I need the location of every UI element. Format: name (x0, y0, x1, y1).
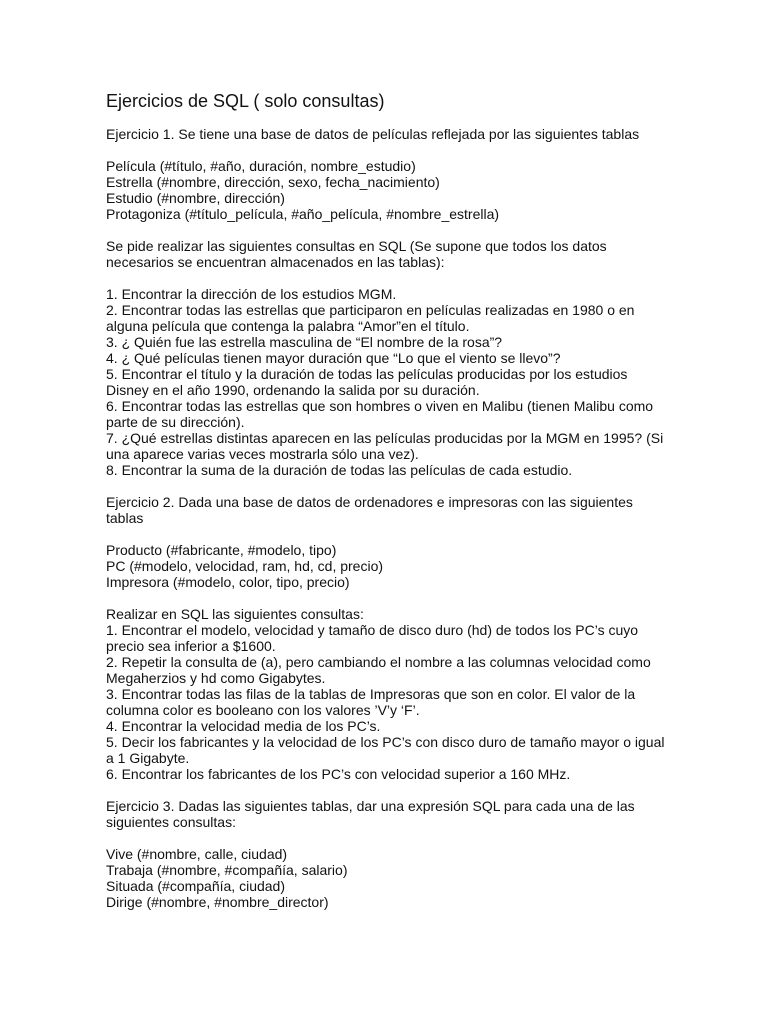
exercise-1-query: parte de su dirección). (106, 414, 245, 430)
spacer (106, 270, 746, 286)
exercise-2-query: precio sea inferior a $1600. (106, 638, 276, 654)
spacer (106, 526, 746, 542)
exercise-1-query: 7. ¿Qué estrellas distintas aparecen en las películas producidas por la MGM en 1995? (Si (106, 430, 664, 446)
exercise-2-table: Impresora (#modelo, color, tipo, precio) (106, 574, 350, 590)
spacer (106, 590, 746, 606)
exercise-3-intro: siguientes consultas: (106, 814, 236, 830)
exercise-1-table: Protagoniza (#título_película, #año_película, #nombre_estrella) (106, 206, 500, 222)
exercise-1-intro: Ejercicio 1. Se tiene una base de datos de películas reflejada por las siguientes tablas (106, 126, 640, 142)
exercise-2-query: 5. Decir los fabricantes y la velocidad de los PC’s con disco duro de tamaño mayor o igual (106, 734, 665, 750)
exercise-1-query: 4. ¿ Qué películas tienen mayor duración que “Lo que el viento se llevo”? (106, 350, 561, 366)
exercise-1-query: 8. Encontrar la suma de la duración de todas las películas de cada estudio. (106, 462, 573, 478)
exercise-1-table: Estudio (#nombre, dirección) (106, 190, 285, 206)
exercise-2-query: 4. Encontrar la velocidad media de los PC’s. (106, 718, 381, 734)
exercise-2-query: columna color es booleano con los valores ’V’y ‘F’. (106, 702, 420, 718)
exercise-2-query: 3. Encontrar todas las filas de la tablas de Impresoras que son en color. El valor de la (106, 686, 636, 702)
spacer (106, 222, 746, 238)
exercise-1-query: 1. Encontrar la dirección de los estudios MGM. (106, 286, 397, 302)
exercise-3-table: Situada (#compañía, ciudad) (106, 878, 285, 894)
exercise-2-query: 6. Encontrar los fabricantes de los PC’s con velocidad superior a 160 MHz. (106, 766, 571, 782)
exercise-2-intro: tablas (106, 510, 144, 526)
exercise-1-query: Disney en el año 1990, ordenando la salida por su duración. (106, 382, 480, 398)
exercise-2-intro: Ejercicio 2. Dada una base de datos de ordenadores e impresoras con las siguientes (106, 494, 633, 510)
exercise-2-query: 1. Encontrar el modelo, velocidad y tamaño de disco duro (hd) de todos los PC’s cuyo (106, 622, 639, 638)
exercise-2-query: Megaherzios y hd como Gigabytes. (106, 670, 326, 686)
exercise-1-query: 2. Encontrar todas las estrellas que participaron en películas realizadas en 1980 o en (106, 302, 635, 318)
exercise-3-table: Trabaja (#nombre, #compañía, salario) (106, 862, 348, 878)
exercise-3-table: Vive (#nombre, calle, ciudad) (106, 846, 288, 862)
exercise-1-query: alguna película que contenga la palabra “Amor”en el título. (106, 318, 470, 334)
exercise-1-query: 3. ¿ Quién fue las estrella masculina de “El nombre de la rosa”? (106, 334, 503, 350)
exercise-2-query: 2. Repetir la consulta de (a), pero cambiando el nombre a las columnas velocidad como (106, 654, 651, 670)
exercise-2-table: PC (#modelo, velocidad, ram, hd, cd, precio) (106, 558, 384, 574)
exercise-2-request: Realizar en SQL las siguientes consultas: (106, 606, 364, 622)
document-title: Ejercicios de SQL ( solo consultas) (106, 91, 385, 111)
exercise-1-request: necesarios se encuentran almacenados en las tablas): (106, 254, 445, 270)
exercise-1-table: Estrella (#nombre, dirección, sexo, fecha_nacimiento) (106, 174, 440, 190)
exercise-1-query: una aparece varias veces mostrarla sólo una vez). (106, 446, 419, 462)
exercise-2-query: a 1 Gigabyte. (106, 750, 190, 766)
exercise-1-request: Se pide realizar las siguientes consultas en SQL (Se supone que todos los datos (106, 238, 607, 254)
exercise-1-query: 6. Encontrar todas las estrellas que son hombres o viven en Malibu (tienen Malibu como (106, 398, 654, 414)
exercise-2-table: Producto (#fabricante, #modelo, tipo) (106, 542, 337, 558)
exercise-1-query: 5. Encontrar el título y la duración de todas las películas producidas por los estudios (106, 366, 628, 382)
exercise-1-table: Película (#título, #año, duración, nombre_estudio) (106, 158, 416, 174)
spacer (106, 478, 746, 494)
exercise-3-table: Dirige (#nombre, #nombre_director) (106, 894, 329, 910)
spacer (106, 830, 746, 846)
exercise-3-intro: Ejercicio 3. Dadas las siguientes tablas, dar una expresión SQL para cada una de las (106, 798, 635, 814)
spacer (106, 142, 746, 158)
document-page (106, 90, 746, 910)
spacer (106, 782, 746, 798)
